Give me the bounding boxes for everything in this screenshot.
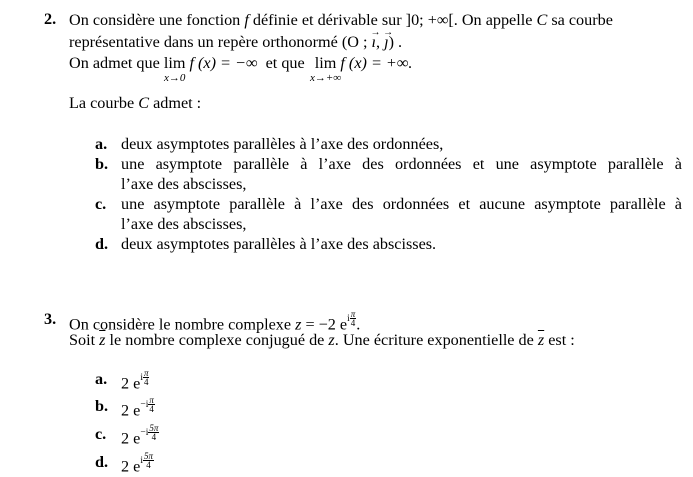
question-number: 2.: [44, 10, 57, 28]
q2-line-3: On admet que lim x→0 f (x) = −∞ et que lim x→+∞ f (x) = +∞.: [69, 54, 413, 84]
vector-i: ı →: [372, 32, 377, 52]
z-conjugate: $\overline{z}$: [99, 331, 106, 349]
exponent: −i π 4: [140, 395, 154, 414]
q3-line-1: On considère le nombre complexe z = −2 $e^{i \frac{\pi}{4}}$ .: [69, 309, 361, 334]
exponent: i π 4: [347, 309, 356, 328]
exponent: i 5π 4: [140, 451, 153, 470]
exponent: i π 4: [140, 368, 149, 387]
exponent: −i 5π 4: [140, 423, 159, 442]
q2-line-2: représentative dans un repère orthonormé (O ; ı →, ȷ →) .: [69, 32, 402, 52]
q2-intro: La courbe C admet :: [69, 94, 202, 112]
vector-j: ȷ →: [384, 32, 389, 52]
limit-2: lim x→+∞: [309, 54, 342, 84]
q3-line-2: Soit $\overline{z}$ le nombre complexe conjugué de z. Une écriture exponentielle de $\overline{z}$ est :: [69, 331, 575, 349]
q2-line-1: On considère une fonction f définie et dérivable sur ]0; +∞[. On appelle C sa courbe: [69, 11, 613, 29]
z-conjugate: $\overline{z}$: [537, 331, 545, 349]
limit-1: lim x→0: [163, 54, 186, 84]
question-number: 3.: [44, 310, 57, 328]
